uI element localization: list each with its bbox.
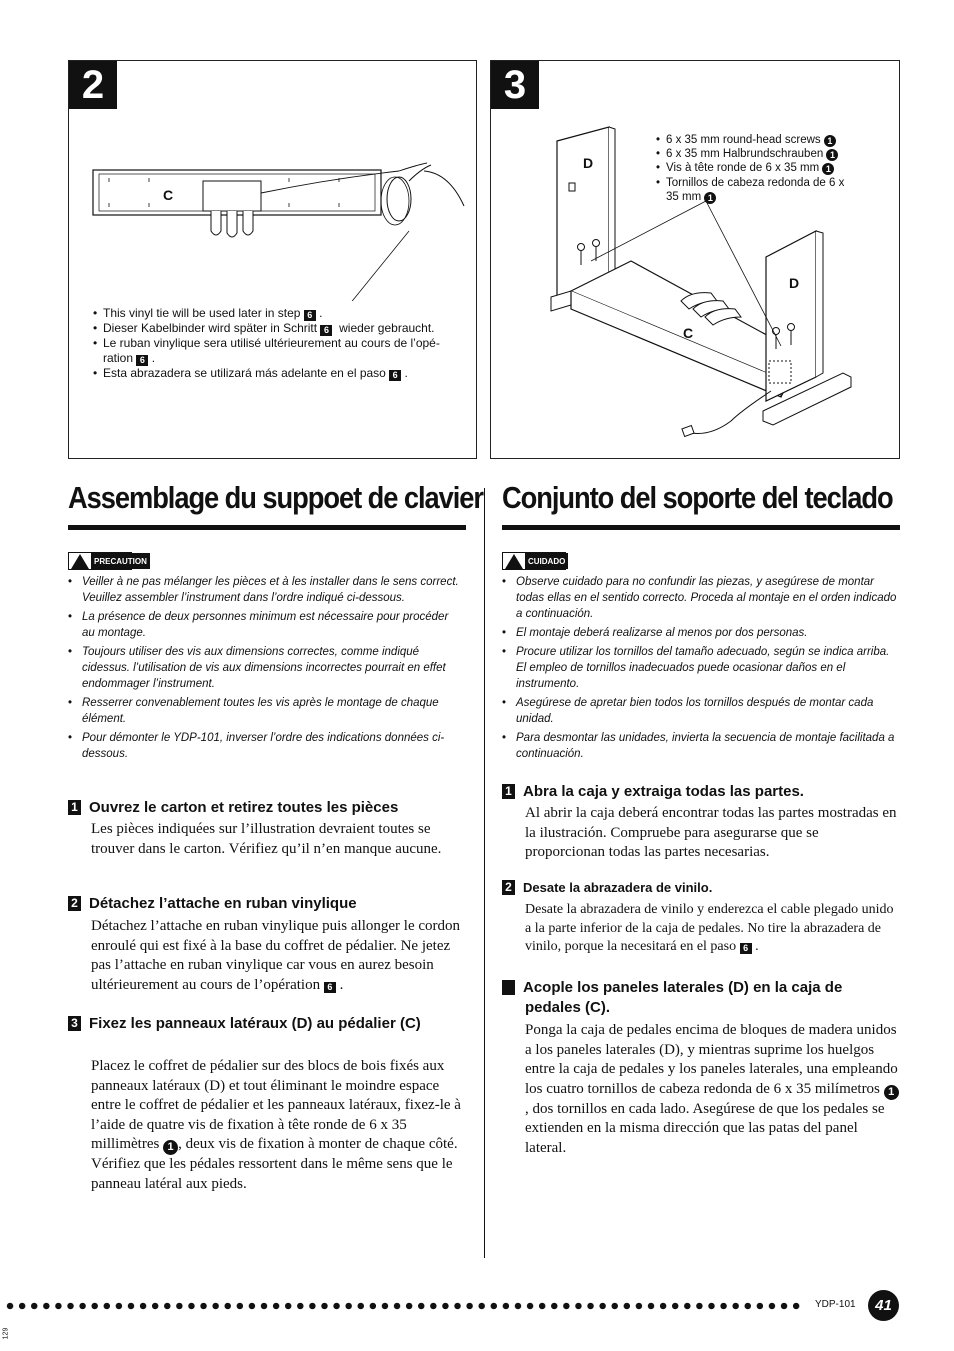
caution-item: • Veiller à ne pas mélanger les pièces et à les installer dans le sens correct. Veuillez assembler l’instrument dans l’ordre indiqué ci-dessous. [68,574,464,606]
screw-en: • 6 x 35 mm round-head screws 1 [656,133,896,147]
stand-assembly-illustration [491,61,901,460]
panel-step-2 [68,60,477,459]
note-en: • This vinyl tie will be used later in step 6 . [93,306,473,321]
model-name: YDP-101 [815,1299,856,1310]
spanish-title-rule [502,525,900,530]
french-caution-list [68,574,464,765]
spanish-step-1-body: Al abrir la caja deberá encontrar todas las partes mostradas en la ilustración. Compruebe para asegurarse que se proporcionan todas las partes necesarias. [525,805,897,860]
french-step-2-heading: 2 Détachez l’attache en ruban vinylique [68,894,468,914]
caution-item: • Pour démonter le YDP-101, inverser l’ordre des indications données ci-dessous. [68,730,464,762]
french-step-2-body: Détachez l’attache en ruban vinylique puis allonger le cordon enroulé qui est fixé à la base du coffret de pédalier. Ne jetez pas l’attache en ruban vinylique car vous en aurez besoin ultérieurement au cours de l’opération 6 . [91,918,461,993]
screw-notes [656,133,896,204]
side-code: 129 [2,1327,10,1340]
caution-item: • El montaje deberá realizarse al menos por dos personas. [502,625,900,641]
french-title: Assemblage du suppoet de clavier [68,480,483,515]
french-step-3-heading: 3 Fixez les panneaux latéraux (D) au pédalier (C) [68,1014,468,1034]
french-step-1-heading: 1 Ouvrez le carton et retirez toutes les pièces [68,798,468,818]
column-divider [484,488,485,1258]
french-caution-badge: PRECAUTION [68,552,132,570]
panel-number: 2 [69,61,117,109]
footer-dotted-line [4,1300,804,1312]
warning-icon [71,554,89,569]
note-es: • Esta abrazadera se utilizará más adelante en el paso 6 . [93,366,473,381]
part-label-d-right: D [789,275,800,291]
warning-icon [505,554,523,569]
spanish-step-3-heading: 3 Acople los paneles laterales (D) en la caja de pedales (C). [493,979,843,1016]
screw-es: • Tornillos de cabeza redonda de 6 x 35 mm 1 [656,176,896,204]
note-fr: • Le ruban vinylique sera utilisé ultérieurement au cours de l’opé- ration 6 . [93,336,473,366]
page-number: 41 [868,1290,899,1321]
spanish-step-2-body: Desate la abrazadera de vinilo y enderezca el cable plegado unido a la parte inferior de la caja de pedales. No tire la abrazadera de vinilo, porque la necesitará en el paso 6 . [525,902,894,954]
spanish-title: Conjunto del soporte del teclado [502,480,893,515]
panel-number: 3 [491,61,539,109]
french-title-rule [68,525,466,530]
french-step-3-body: Placez le coffret de pédalier sur des blocs de bois fixés aux panneaux latéraux (D) et tout éliminant le moindre espace entre le coffret de pédalier et les panneaux latéraux, fixez-le à l’aide de quatre vis de fixation à tête ronde de 6 x 35 millimètres 1 , deux vis de fixation à monter de chaque côté. Vérifiez que les pédales ressortent dans le même sens que le panneau latéral aux pieds. [91,1058,461,1192]
spanish-caution-badge: CUIDADO [502,552,566,570]
caution-item: • La présence de deux personnes minimum est nécessaire pour procéder au montage. [68,609,464,641]
screw-fr: • Vis à tête ronde de 6 x 35 mm 1 [656,161,896,175]
part-label-c: C [163,187,174,203]
caution-item: • Asegúrese de apretar bien todos los tornillos después de montar cada unidad. [502,695,900,727]
vinyl-tie-notes [93,306,473,381]
caution-item: • Para desmontar las unidades, invierta la secuencia de montaje facilitada a continuación. [502,730,900,762]
french-step-1-body: Les pièces indiquées sur l’illustration devraient toutes se trouver dans le carton. Vérifiez qu’il n’en manque aucune. [91,821,442,857]
caution-item: • Toujours utiliser des vis aux dimensions correctes, comme indiqué cidessus. l’utilisation de vis aux dimensions incorrectes pourrait en effet endommager l’instrument. [68,644,464,692]
spanish-step-2-heading: 2 Desate la abrazadera de vinilo. [502,878,902,898]
spanish-caution-list [502,574,900,765]
part-label-d-left: D [583,155,594,171]
spanish-step-1-heading: 1 Abra la caja y extraiga todas las partes. [502,782,902,802]
pedal-box-illustration [69,61,478,301]
caution-item: • Procure utilizar los tornillos del tamaño adecuado, según se indica arriba. El empleo de tornillos inadecuados puede ocasionar daños en el instrumento. [502,644,900,692]
note-de: • Dieser Kabelbinder wird später in Schritt 6 wieder gebraucht. [93,321,473,336]
screw-de: • 6 x 35 mm Halbrundschrauben 1 [656,147,896,161]
part-label-c: C [683,325,694,341]
caution-item: • Observe cuidado para no confundir las piezas, y asegúrese de montar todas ellas en el sentido correcto. Proceda al montaje en el orden indicado a continuación. [502,574,900,622]
panel-step-3 [490,60,900,459]
caution-item: • Resserrer convenablement toutes les vis après le montage de chaque élément. [68,695,464,727]
spanish-step-3-body: Ponga la caja de pedales encima de bloques de madera unidos a los paneles laterales (D), y mientras suprime los huelgos entre la caja de pedales y los paneles laterales, una empleando los cuatro tornillos de cabeza redonda de 6 x 35 milímetros 1, dos tornillos en cada lado. Asegúrese de que los pedales se extienden en la misma dirección que las patas del panel lateral. [525,1022,898,1156]
